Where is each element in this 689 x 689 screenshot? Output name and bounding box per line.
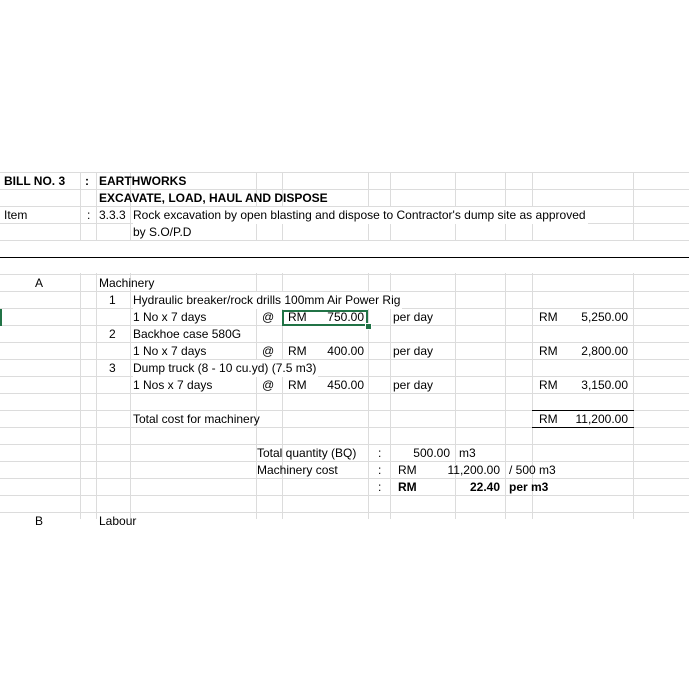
item-label: Item: [4, 208, 28, 222]
gridline: [96, 172, 97, 519]
total-currency: RM: [539, 344, 558, 358]
gridline: [505, 172, 506, 519]
at-sign: @: [262, 310, 275, 324]
total-quantity-unit: m3: [459, 446, 476, 460]
selected-cell[interactable]: [282, 310, 368, 326]
machine-qty: 1 No x 7 days: [133, 310, 207, 324]
gridline: [0, 495, 689, 496]
active-row-marker: [0, 309, 2, 326]
bill-colon: :: [85, 174, 89, 188]
gridline: [368, 172, 369, 519]
bill-title: EARTHWORKS: [99, 174, 187, 188]
machine-qty: 1 No x 7 days: [133, 344, 207, 358]
machine-total: 5,250.00: [581, 310, 628, 324]
total-machinery-currency: RM: [539, 412, 558, 426]
machinery-cost-divisor: / 500 m3: [509, 463, 556, 477]
rate-unit: per day: [393, 344, 434, 358]
total-currency: RM: [539, 310, 558, 324]
at-sign: @: [262, 344, 275, 358]
total-machinery-label: Total cost for machinery: [133, 412, 260, 426]
rate-unit: per day: [393, 310, 434, 324]
gridline: [80, 172, 81, 519]
section-title: Machinery: [99, 276, 155, 290]
total-machinery-value: 11,200.00: [575, 412, 628, 426]
rate-currency: RM: [288, 310, 307, 324]
machine-qty: 1 Nos x 7 days: [133, 378, 213, 392]
summary-colon: :: [378, 480, 382, 494]
bill-subtitle: EXCAVATE, LOAD, HAUL AND DISPOSE: [99, 191, 328, 205]
machine-number: 1: [109, 293, 116, 307]
next-section-title: Labour: [99, 514, 137, 528]
spreadsheet-grid: [0, 172, 689, 528]
rate-currency: RM: [288, 344, 307, 358]
machine-rate: 450.00: [327, 378, 364, 392]
item-description-cont: by S.O/P.D: [133, 225, 192, 239]
at-sign: @: [262, 378, 275, 392]
summary-colon: :: [378, 463, 382, 477]
fill-handle[interactable]: [365, 323, 372, 330]
total-quantity-label: Total quantity (BQ): [257, 446, 357, 460]
rate-currency: RM: [288, 378, 307, 392]
machine-rate[interactable]: 750.00: [327, 310, 364, 324]
machine-total: 3,150.00: [581, 378, 628, 392]
machine-total: 2,800.00: [581, 344, 628, 358]
summary-colon: :: [378, 446, 382, 460]
rate-per-m3-currency: RM: [398, 480, 417, 494]
gridline: [390, 172, 391, 519]
machinery-cost-currency: RM: [398, 463, 417, 477]
rate-per-m3-unit: per m3: [509, 480, 549, 494]
gridline: [0, 257, 689, 258]
gridline: [130, 172, 131, 519]
machine-name: Backhoe case 580G: [133, 327, 242, 341]
gridline: [0, 478, 689, 479]
machine-number: 3: [109, 361, 116, 375]
machinery-cost-value: 11,200.00: [447, 463, 500, 477]
machine-rate: 400.00: [327, 344, 364, 358]
next-section-letter: B: [35, 514, 44, 528]
gridline: [633, 172, 634, 519]
item-colon: :: [87, 208, 91, 222]
total-currency: RM: [539, 378, 558, 392]
total-quantity-value: 500.00: [413, 446, 450, 460]
machinery-cost-label: Machinery cost: [257, 463, 338, 477]
bill-number-label: BILL NO. 3: [4, 174, 66, 188]
section-letter: A: [35, 276, 44, 290]
machine-name: Hydraulic breaker/rock drills 100mm Air Power Rig: [133, 293, 401, 307]
machine-name: Dump truck (8 - 10 cu.yd) (7.5 m3): [133, 361, 317, 375]
machine-number: 2: [109, 327, 116, 341]
rate-unit: per day: [393, 378, 434, 392]
item-code: 3.3.3: [99, 208, 126, 222]
rate-per-m3-value: 22.40: [469, 480, 500, 494]
item-description: Rock excavation by open blasting and dispose to Contractor's dump site as approved: [133, 208, 586, 222]
